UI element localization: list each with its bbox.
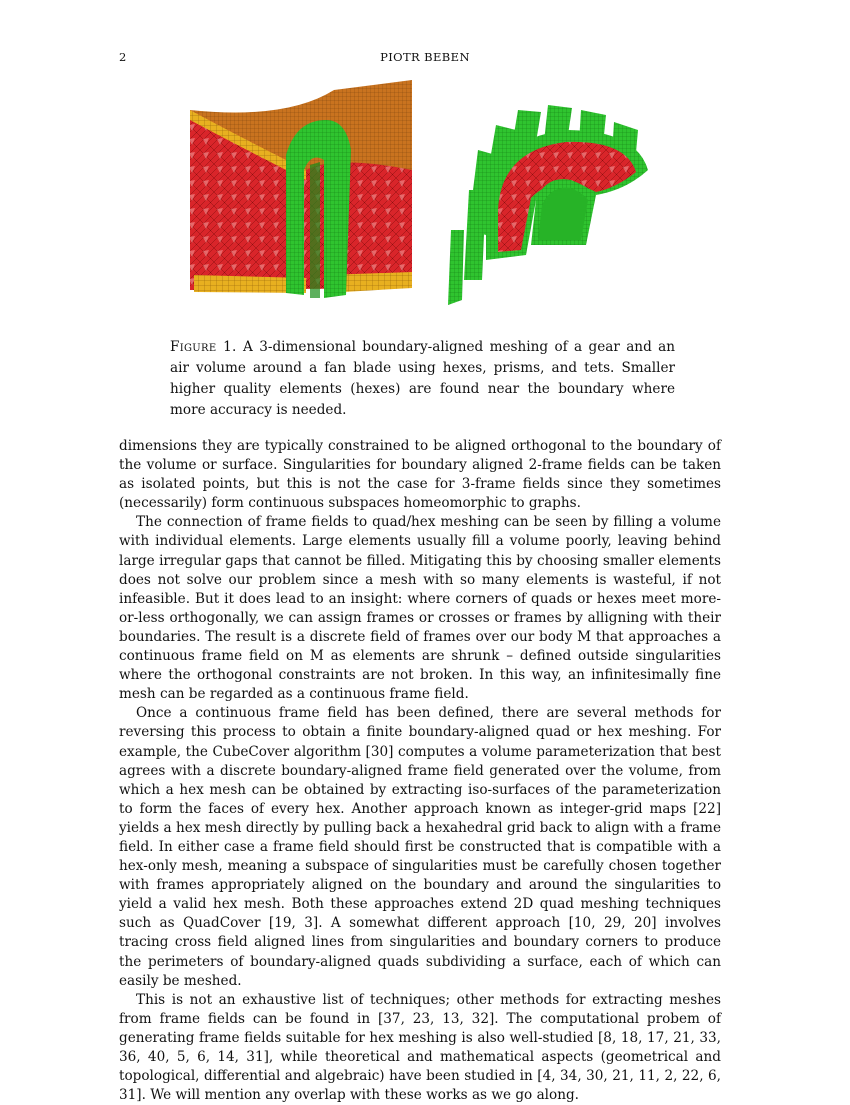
page-number: 2 xyxy=(119,50,127,64)
body-text xyxy=(119,437,721,1105)
paragraph-2: The connection of frame fields to quad/hex meshing can be seen by filling a volume with individual elements. Large elements usually fill a volume poorly, leaving behind large irregular gaps that cannot be filled. Mitigating this by choosing smaller elements does not solve our problem since a mesh with so many elements is wasteful, if not infeasible. But it does lead to an insight: where corners of quads or hexes meet more-or-less orthogonally, we can assign frames or crosses or frames by alligning with their boundaries. The result is a discrete field of frames over our body M that approaches a continuous frame field on M as elements are shrunk – defined outside singularities where the orthogonal constraints are not broken. In this way, an infinitesimally fine mesh can be regarded as a continuous frame field. xyxy=(119,514,721,703)
page-header xyxy=(0,50,850,66)
running-head: PIOTR BEBEN xyxy=(380,50,470,64)
paragraph-3: Once a continuous frame field has been defined, there are several methods for reversing this process to obtain a finite boundary-aligned quad or hex meshing. For example, the CubeCover algorithm [30] computes a volume parameterization that best agrees with a discrete boundary-aligned frame field generated over the volume, from which a hex mesh can be obtained by extracting iso-surfaces of the parameterization to form the faces of every hex. Another approach known as integer-grid maps [22] yields a hex mesh directly by pulling back a hexahedral grid back to align with a frame field. In either case a frame field should first be constructed that is compatible with a hex-only mesh, meaning a subspace of singularities must be carefully chosen together with frames appropriately aligned on the boundary and around the singularities to yield a valid hex mesh. Both these approaches extend 2D quad meshing techniques such as QuadCover [19, 3]. A somewhat different approach [10, 29, 20] involves tracing cross field aligned lines from singularities and boundary corners to produce the perimeters of boundary-aligned quads subdividing a surface, each of which can easily be meshed. xyxy=(119,705,721,989)
figure-1 xyxy=(186,80,664,305)
caption-label: Figure 1. xyxy=(170,339,237,355)
fan-blade-mesh xyxy=(190,80,412,298)
gear-mesh xyxy=(448,105,648,305)
figure-caption xyxy=(170,337,675,421)
caption-text: A 3-dimensional boundary-aligned meshing of a gear and an air volume around a fan blade using hexes, prisms, and tets. Smaller higher quality elements (hexes) are found near the boundary where more accuracy is needed. xyxy=(170,339,675,418)
figure-1-image xyxy=(186,80,664,305)
paragraph-4: This is not an exhaustive list of techniques; other methods for extracting meshes from frame fields can be found in [37, 23, 13, 32]. The computational probem of generating frame fields suitable for hex meshing is also well-studied [8, 18, 17, 21, 33, 36, 40, 5, 6, 14, 31], while theoretical and mathematical aspects (geometrical and topological, differential and algebraic) have been studied in [4, 34, 30, 21, 11, 2, 22, 6, 31]. We will mention any overlap with these works as we go along. xyxy=(119,991,721,1104)
paragraph-1: dimensions they are typically constrained to be aligned orthogonal to the boundary of the volume or surface. Singularities for boundary aligned 2-frame fields can be taken as isolated points, but this is not the case for 3-frame fields since they sometimes (necessarily) form continuous subspaces homeomorphic to graphs. xyxy=(119,438,721,512)
